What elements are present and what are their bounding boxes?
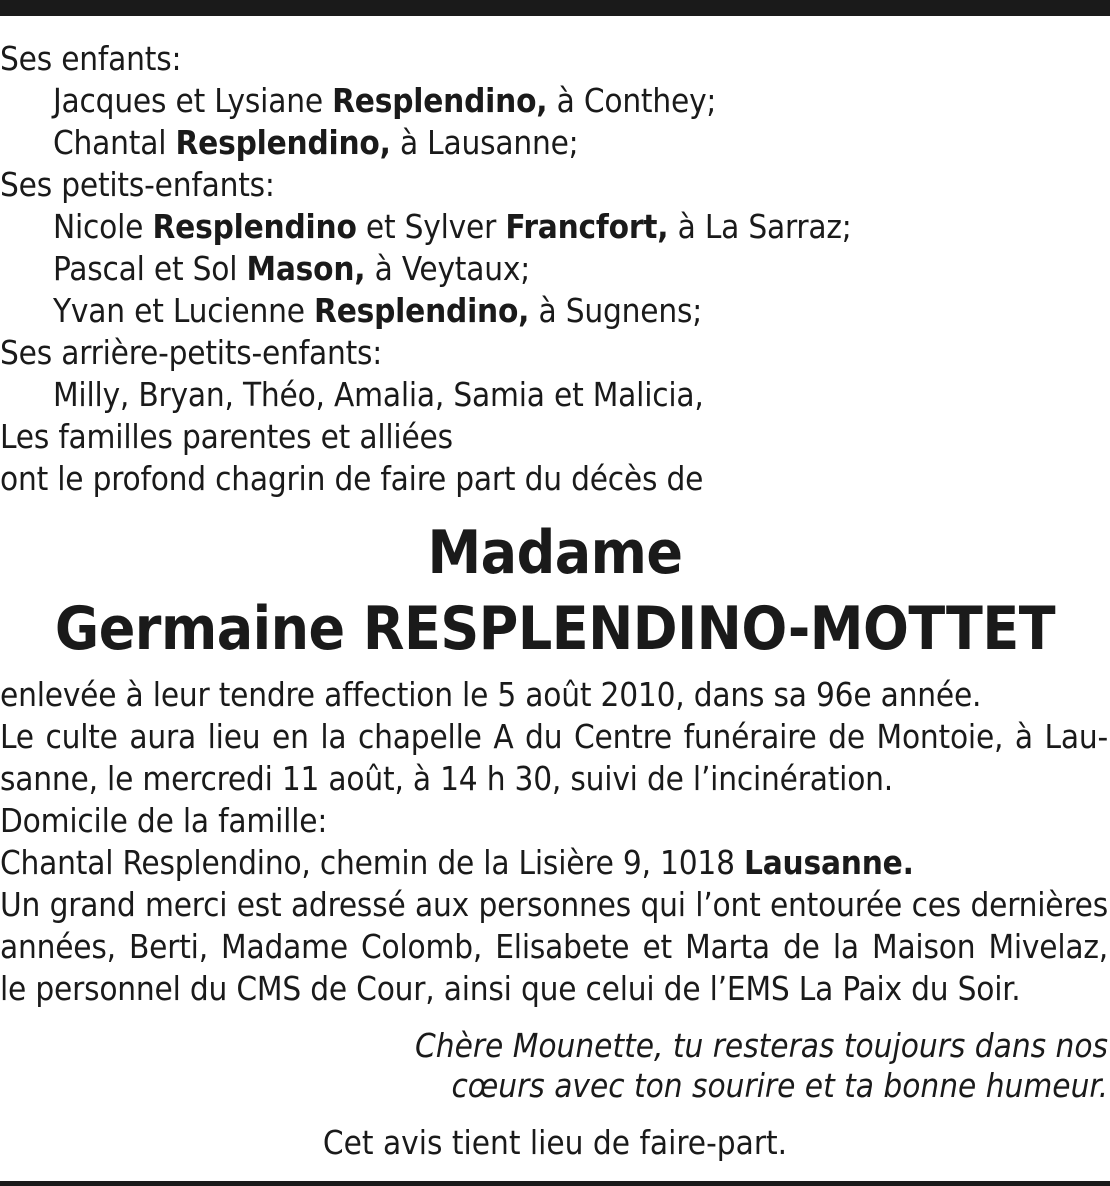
grandchildren-heading: Ses petits-enfants: — [0, 165, 275, 204]
thanks-line: Un grand merci est adressé aux personnes qui l’ont entourée ces dernières — [0, 885, 1108, 924]
death-line: enlevée à leur tendre affection le 5 août 2010, dans sa 96e année. — [0, 675, 982, 714]
family-line: Chantal Resplendino, à Lausanne; — [53, 123, 579, 162]
thanks-line: le personnel du CMS de Cour, ainsi que celui de l’EMS La Paix du Soir. — [0, 969, 1021, 1008]
children-heading: Ses enfants: — [0, 39, 182, 78]
domicile-address: Chantal Resplendino, chemin de la Lisière 9, 1018 Lausanne. — [0, 843, 914, 882]
family-line: Milly, Bryan, Théo, Amalia, Samia et Malicia, — [53, 375, 704, 414]
family-line: Jacques et Lysiane Resplendino, à Conthey; — [53, 81, 717, 120]
closing-note: Cet avis tient lieu de faire-part. — [322, 1123, 788, 1162]
service-line: sanne, le mercredi 11 août, à 14 h 30, suivi de l’incinération. — [0, 759, 893, 798]
service-line: Le culte aura lieu en la chapelle A du Centre funéraire de Montoie, à Lau- — [0, 717, 1108, 756]
bottom-rule — [0, 1181, 1110, 1186]
family-line: Nicole Resplendino et Sylver Francfort, à La Sarraz; — [53, 207, 852, 246]
family-line: Pascal et Sol Mason, à Veytaux; — [53, 249, 531, 288]
great-grandchildren-heading: Ses arrière-petits-enfants: — [0, 333, 383, 372]
quote-line: Chère Mounette, tu resteras toujours dans nos — [415, 1026, 1108, 1065]
deceased-name: Germaine RESPLENDINO-MOTTET — [54, 594, 1056, 664]
quote-line: cœurs avec ton sourire et ta bonne humeur. — [451, 1066, 1108, 1105]
thanks-line: années, Berti, Madame Colomb, Elisabete et Marta de la Maison Mivelaz, — [0, 927, 1108, 966]
announcement-line: ont le profond chagrin de faire part du décès de — [0, 459, 704, 498]
family-line: Yvan et Lucienne Resplendino, à Sugnens; — [53, 291, 703, 330]
top-rule — [0, 0, 1110, 16]
relatives-line: Les familles parentes et alliées — [0, 417, 453, 456]
deceased-title: Madame — [427, 518, 683, 588]
domicile-heading: Domicile de la famille: — [0, 801, 328, 840]
